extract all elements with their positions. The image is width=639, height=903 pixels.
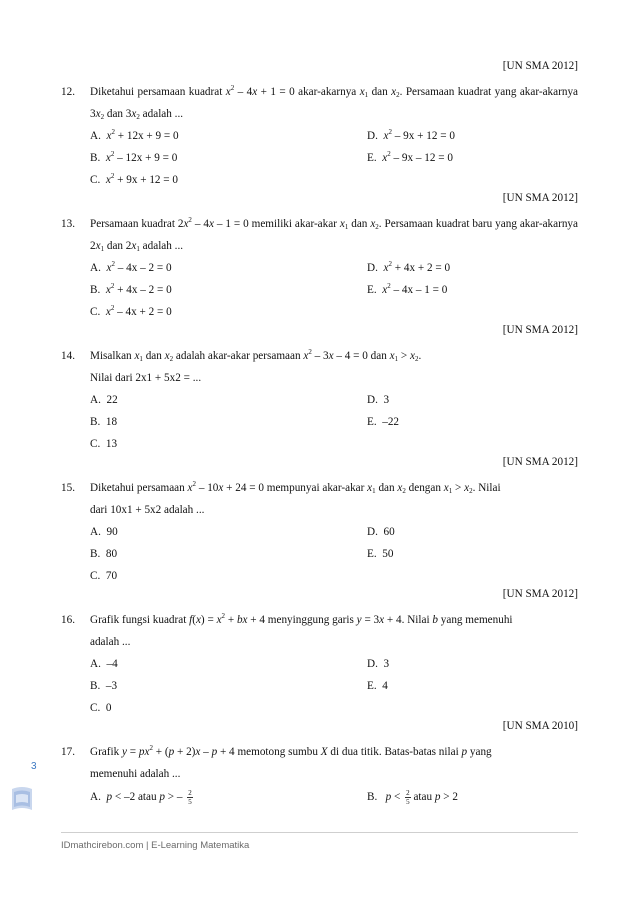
question-stem: Misalkan $x_1$ dan $x_2$ adalah akar-akar persamaan $x^2 - 3x - 4 = 0$ dan $x_1 > x_2$. bbox=[90, 348, 422, 363]
question-stem-line: dari 10x1 + 5x2 adalah ... bbox=[90, 504, 205, 516]
question-number: 17. bbox=[61, 746, 75, 758]
question-12 bbox=[61, 81, 578, 191]
question-number: 14. bbox=[61, 350, 75, 362]
page-corner-decoration bbox=[10, 786, 34, 814]
question-16 bbox=[61, 609, 578, 719]
question-stem: Grafik $y = px^2 + (p + 2)x - p + 4$ memotong sumbu X di dua titik. Batas-batas nilai p yang bbox=[90, 744, 492, 758]
question-number: 16. bbox=[61, 614, 75, 626]
option-e[interactable]: E. $x^2 - 4x - 1 = 0$ bbox=[367, 282, 448, 296]
question-number: 15. bbox=[61, 482, 75, 494]
question-stem: Diketahui persamaan $x^2 - 10x + 24 = 0$ mempunyai akar-akar $x_1$ dan $x_2$ dengan $x_1 > x_2$. Nilai bbox=[90, 480, 501, 495]
source-tag: [UN SMA 2010] bbox=[502, 720, 578, 732]
source-tag: [UN SMA 2012] bbox=[502, 456, 578, 468]
source-tag: [UN SMA 2012] bbox=[502, 324, 578, 336]
option-a[interactable]: A. 90 bbox=[90, 526, 118, 538]
option-b[interactable]: B. p < $\frac{2}{5}$ atau p > 2 bbox=[367, 789, 458, 806]
option-c[interactable]: C. $x^2 + 9x + 12 = 0$ bbox=[90, 172, 179, 186]
footer-text: IDmathcirebon.com | E-Learning Matematika bbox=[61, 840, 250, 851]
option-d[interactable]: D. $x^2 + 4x + 2 = 0$ bbox=[367, 260, 451, 274]
option-e[interactable]: E. $x^2 - 9x - 12 = 0$ bbox=[367, 150, 453, 164]
question-stem: Diketahui persamaan kuadrat $x^2 - 4x + 1 = 0$ akar-akarnya $x_1$ dan $x_2$. Persamaan kuadrat yang akar-akarnya $3x_2$ dan $3x_2$ adalah ... bbox=[90, 84, 578, 121]
question-17 bbox=[61, 741, 578, 809]
option-a[interactable]: A. $x^2 + 12x + 9 = 0$ bbox=[90, 128, 179, 142]
question-stem-line: Nilai dari 2x1 + 5x2 = ... bbox=[90, 372, 202, 384]
option-a[interactable]: A. $x^2 - 4x - 2 = 0$ bbox=[90, 260, 172, 274]
option-b[interactable]: B. $x^2 + 4x - 2 = 0$ bbox=[90, 282, 172, 296]
question-stem: Grafik fungsi kuadrat $f(x) = x^2$ + bx + 4 menyinggung garis y = 3x + 4. Nilai b yang memenuhi bbox=[90, 612, 513, 626]
question-13 bbox=[61, 213, 578, 323]
option-e[interactable]: E. –22 bbox=[367, 416, 400, 428]
option-c[interactable]: C. $x^2 - 4x + 2 = 0$ bbox=[90, 304, 172, 318]
option-c[interactable]: C. 0 bbox=[90, 702, 112, 714]
question-number: 12. bbox=[61, 86, 75, 98]
option-a[interactable]: A. –4 bbox=[90, 658, 118, 670]
source-tag: [UN SMA 2012] bbox=[502, 588, 578, 600]
option-d[interactable]: D. 3 bbox=[367, 658, 390, 670]
option-c[interactable]: C. 13 bbox=[90, 438, 118, 450]
question-15 bbox=[61, 477, 578, 587]
option-d[interactable]: D. $x^2 - 9x + 12 = 0$ bbox=[367, 128, 455, 142]
option-b[interactable]: B. $x^2 - 12x + 9 = 0$ bbox=[90, 150, 178, 164]
footer-divider bbox=[61, 832, 578, 833]
option-b[interactable]: B. 18 bbox=[90, 416, 118, 428]
option-b[interactable]: B. 80 bbox=[90, 548, 118, 560]
option-c[interactable]: C. 70 bbox=[90, 570, 118, 582]
option-e[interactable]: E. 50 bbox=[367, 548, 394, 560]
option-a[interactable]: A. 22 bbox=[90, 394, 118, 406]
question-stem: Persamaan kuadrat $2x^2 - 4x - 1 = 0$ memiliki akar-akar $x_1$ dan $x_2$. Persamaan kuadrat baru yang akar-akarnya $2x_1$ dan $2x_1$ adalah ... bbox=[90, 216, 578, 253]
option-d[interactable]: D. 60 bbox=[367, 526, 395, 538]
source-tag: [UN SMA 2012] bbox=[502, 60, 578, 72]
source-tag: [UN SMA 2012] bbox=[502, 192, 578, 204]
option-e[interactable]: E. 4 bbox=[367, 680, 388, 692]
page-number: 3 bbox=[31, 761, 37, 772]
question-14 bbox=[61, 345, 578, 455]
question-stem-line: adalah ... bbox=[90, 636, 131, 648]
option-b[interactable]: B. –3 bbox=[90, 680, 118, 692]
option-a[interactable]: A. p < –2 atau p > – $\frac{2}{5}$ bbox=[90, 789, 192, 806]
question-stem-line: memenuhi adalah ... bbox=[90, 768, 181, 780]
option-d[interactable]: D. 3 bbox=[367, 394, 390, 406]
question-number: 13. bbox=[61, 218, 75, 230]
